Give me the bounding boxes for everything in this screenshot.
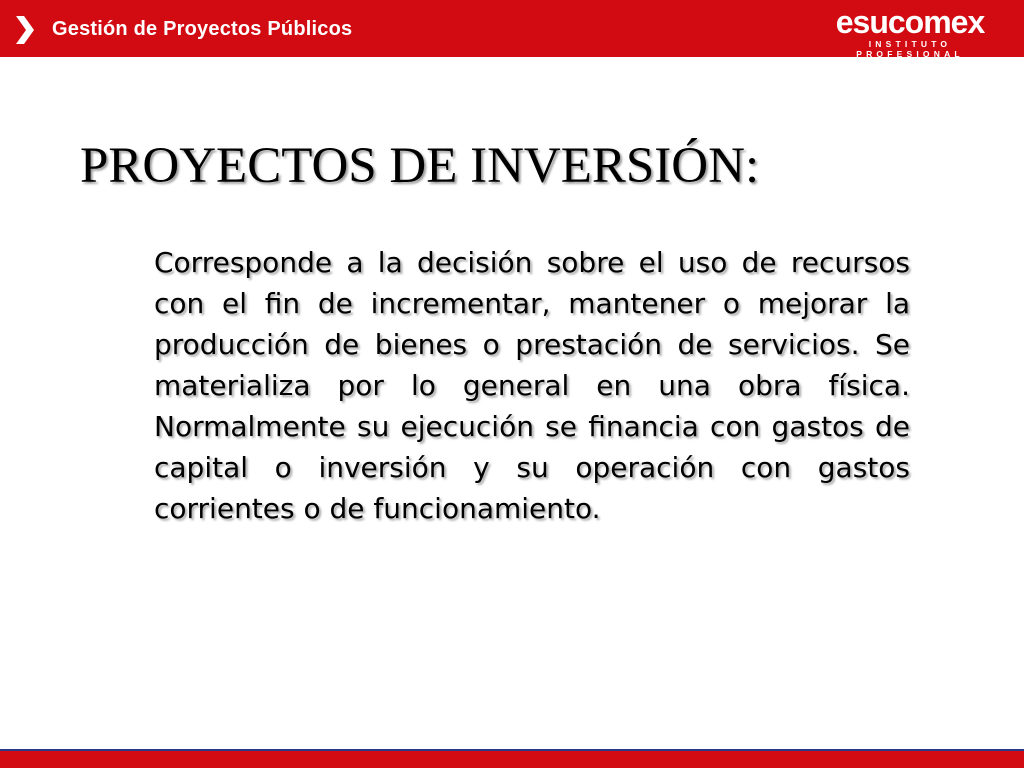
header-bar <box>0 0 1024 57</box>
slide-title: PROYECTOS DE INVERSIÓN: <box>80 138 760 194</box>
esucomex-logo <box>824 4 996 59</box>
logo-wordmark: esucomex <box>835 4 985 40</box>
chevron-right-icon <box>14 16 36 44</box>
header-title: Gestión de Proyectos Públicos <box>52 18 353 40</box>
footer-bar <box>0 749 1024 768</box>
logo-subtitle: INSTITUTO PROFESIONAL <box>856 39 964 59</box>
slide-body-text: Corresponde a la decisión sobre el uso de recursos con el fin de incrementar, mantener o mejorar la producción de bienes o prestación de servicios. Se materializa por lo general en una obra física. Normalmente su ejecución se financia con gastos de capital o inversión y su operación con gastos corrientes o de funcionamiento. <box>154 246 910 525</box>
